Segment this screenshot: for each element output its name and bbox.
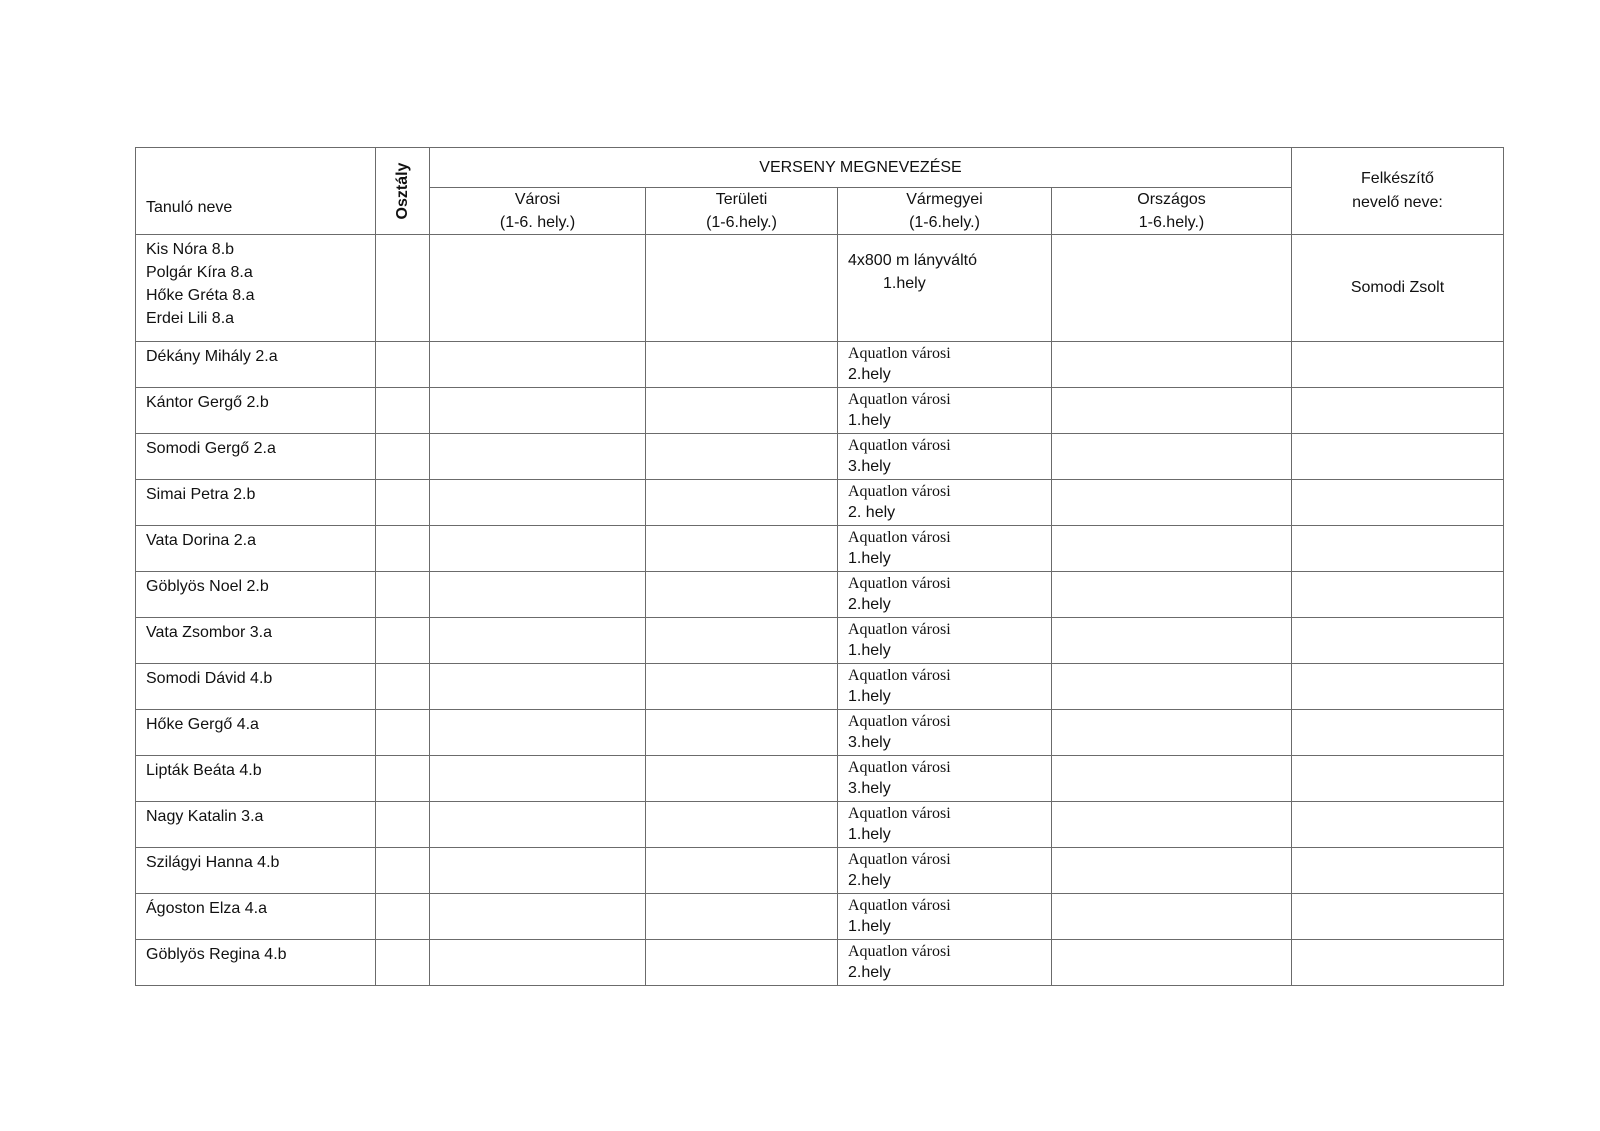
county-result-cell [838,802,1052,848]
national-cell [1052,802,1292,848]
result-place: 1.hely [848,688,891,705]
student-name-cell: Göblyös Noel 2.b [136,572,376,618]
county-result-cell [838,756,1052,802]
table-row [136,894,1504,940]
national-cell [1052,434,1292,480]
county-result-cell [838,235,1052,342]
result-place: 3.hely [848,734,891,751]
table-row [136,480,1504,526]
result-place: 2. hely [848,504,896,521]
student-name-cell: Vata Dorina 2.a [136,526,376,572]
county-result-cell [838,480,1052,526]
teacher-name-cell [1292,710,1504,756]
result-place: 3.hely [848,458,891,475]
result-event: Aquatlon városi [848,345,951,362]
district-cell [646,480,838,526]
class-cell [376,572,430,618]
district-cell [646,802,838,848]
teacher-name-cell [1292,848,1504,894]
result-event: Aquatlon városi [848,391,951,408]
student-name: Polgár Kíra 8.a [146,264,253,281]
city-cell [430,526,646,572]
header-county [838,188,1052,235]
teacher-name-cell [1292,526,1504,572]
result-event: Aquatlon városi [848,667,951,684]
header-district-line1: Területi [715,191,768,208]
header-national-line2: 1-6.hely.) [1138,214,1205,231]
national-cell [1052,342,1292,388]
student-name-cell: Vata Zsombor 3.a [136,618,376,664]
national-cell [1052,894,1292,940]
county-result-cell [838,848,1052,894]
city-cell [430,572,646,618]
district-cell [646,342,838,388]
city-cell [430,342,646,388]
header-city [430,188,646,235]
class-cell [376,235,430,342]
header-teacher [1292,148,1504,235]
result-place: 1.hely [848,550,891,567]
student-name: Erdei Lili 8.a [146,310,235,327]
result-event: Aquatlon városi [848,483,951,500]
district-cell [646,848,838,894]
district-cell [646,710,838,756]
result-event: Aquatlon városi [848,437,951,454]
class-cell [376,848,430,894]
table-row [136,618,1504,664]
student-name-cell: Kántor Gergő 2.b [136,388,376,434]
header-district-line2: (1-6.hely.) [706,214,777,231]
student-name-cell: Hőke Gergő 4.a [136,710,376,756]
district-cell [646,235,838,342]
result-event: Aquatlon városi [848,851,951,868]
results-body [136,235,1504,986]
national-cell [1052,848,1292,894]
result-place: 1.hely [848,918,891,935]
table-row [136,664,1504,710]
teacher-name-cell [1292,434,1504,480]
table-row [136,342,1504,388]
district-cell [646,434,838,480]
result-place: 1.hely [883,275,926,292]
city-cell [430,480,646,526]
result-place: 1.hely [848,412,891,429]
county-result-cell [838,526,1052,572]
table-row [136,940,1504,986]
county-result-cell [838,618,1052,664]
student-name: Hőke Gréta 8.a [146,287,255,304]
teacher-name-cell [1292,480,1504,526]
national-cell [1052,664,1292,710]
city-cell [430,848,646,894]
result-event: Aquatlon városi [848,897,951,914]
result-place: 1.hely [848,826,891,843]
city-cell [430,434,646,480]
header-class-label: Osztály [393,162,411,220]
national-cell [1052,618,1292,664]
table-row [136,802,1504,848]
student-name-cell: Göblyös Regina 4.b [136,940,376,986]
result-place: 3.hely [848,780,891,797]
teacher-name-cell [1292,388,1504,434]
header-county-line1: Vármegyei [906,191,983,208]
teacher-name-cell: Somodi Zsolt [1292,235,1504,342]
city-cell [430,940,646,986]
result-place: 2.hely [848,872,891,889]
teacher-name-cell [1292,756,1504,802]
student-name-cell: Dékány Mihály 2.a [136,342,376,388]
national-cell [1052,235,1292,342]
city-cell [430,664,646,710]
class-cell [376,894,430,940]
header-teacher-line2: nevelő neve: [1352,194,1443,211]
student-name-cell: Ágoston Elza 4.a [136,894,376,940]
national-cell [1052,756,1292,802]
class-cell [376,480,430,526]
city-cell [430,388,646,434]
teacher-name-cell [1292,894,1504,940]
class-cell [376,802,430,848]
table-row [136,848,1504,894]
county-result-cell [838,894,1052,940]
student-name-cell: Lipták Beáta 4.b [136,756,376,802]
teacher-name-cell [1292,342,1504,388]
student-name-cell [136,235,376,342]
national-cell [1052,940,1292,986]
result-event: Aquatlon városi [848,759,951,776]
district-cell [646,572,838,618]
national-cell [1052,572,1292,618]
result-place: 2.hely [848,596,891,613]
district-cell [646,388,838,434]
class-cell [376,526,430,572]
national-cell [1052,526,1292,572]
header-county-line2: (1-6.hely.) [909,214,980,231]
header-competition-title: VERSENY MEGNEVEZÉSE [430,148,1292,188]
national-cell [1052,710,1292,756]
city-cell [430,618,646,664]
table-row [136,388,1504,434]
district-cell [646,756,838,802]
class-cell [376,618,430,664]
student-name-cell: Szilágyi Hanna 4.b [136,848,376,894]
header-city-line1: Városi [514,191,561,208]
header-student-name: Tanuló neve [136,148,376,235]
teacher-name-cell [1292,940,1504,986]
table-row [136,434,1504,480]
county-result-cell [838,664,1052,710]
county-result-cell [838,572,1052,618]
student-name-cell: Simai Petra 2.b [136,480,376,526]
header-national [1052,188,1292,235]
city-cell [430,710,646,756]
teacher-name-cell [1292,802,1504,848]
result-event: Aquatlon városi [848,529,951,546]
student-name-cell: Nagy Katalin 3.a [136,802,376,848]
header-teacher-line1: Felkészítő [1361,170,1434,187]
county-result-cell [838,940,1052,986]
city-cell [430,802,646,848]
class-cell [376,710,430,756]
class-cell [376,388,430,434]
result-place: 2.hely [848,964,891,981]
national-cell [1052,480,1292,526]
header-city-line2: (1-6. hely.) [499,214,576,231]
county-result-cell [838,434,1052,480]
result-event: Aquatlon városi [848,943,951,960]
result-place: 1.hely [848,642,891,659]
table-row [136,526,1504,572]
county-result-cell [838,710,1052,756]
table-row [136,572,1504,618]
city-cell [430,235,646,342]
table-row [136,710,1504,756]
class-cell [376,756,430,802]
result-event: 4x800 m lányváltó [848,252,977,269]
district-cell [646,894,838,940]
county-result-cell [838,388,1052,434]
header-district [646,188,838,235]
result-event: Aquatlon városi [848,575,951,592]
class-cell [376,434,430,480]
result-place: 2.hely [848,366,891,383]
class-cell [376,940,430,986]
header-national-line1: Országos [1137,191,1206,208]
national-cell [1052,388,1292,434]
district-cell [646,618,838,664]
teacher-name-cell [1292,664,1504,710]
student-name-cell: Somodi Gergő 2.a [136,434,376,480]
result-event: Aquatlon városi [848,713,951,730]
district-cell [646,940,838,986]
class-cell [376,664,430,710]
result-event: Aquatlon városi [848,805,951,822]
teacher-name-cell [1292,572,1504,618]
student-name-cell: Somodi Dávid 4.b [136,664,376,710]
district-cell [646,526,838,572]
table-row-group-relay [136,235,1504,342]
student-name: Kis Nóra 8.b [146,241,235,258]
result-event: Aquatlon városi [848,621,951,638]
class-cell [376,342,430,388]
teacher-name-cell [1292,618,1504,664]
header-class [376,148,430,235]
county-result-cell [838,342,1052,388]
competition-results-table [135,147,1504,986]
city-cell [430,756,646,802]
table-row [136,756,1504,802]
city-cell [430,894,646,940]
district-cell [646,664,838,710]
